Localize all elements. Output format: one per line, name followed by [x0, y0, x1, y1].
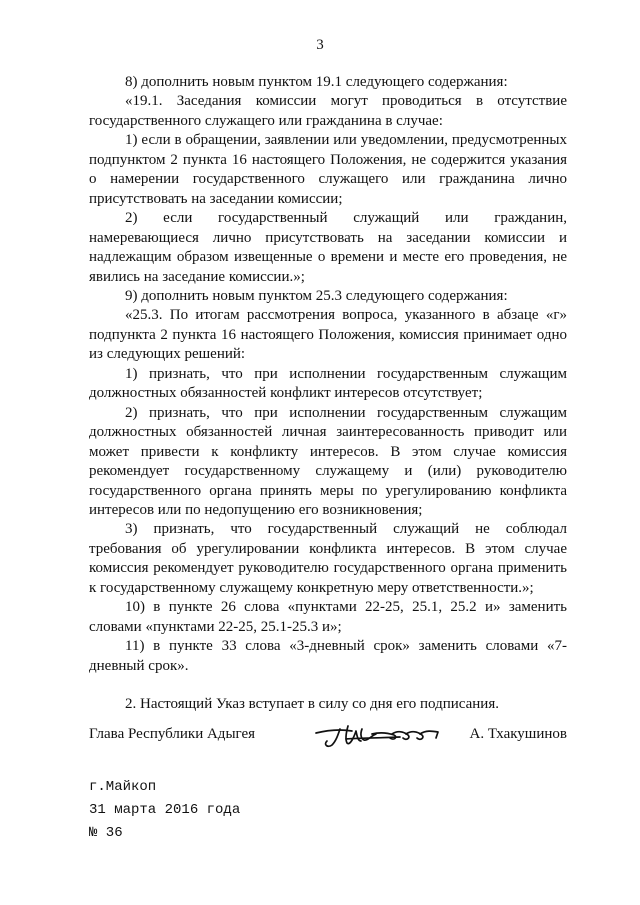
- clause-25-3-item-3: 3) признать, что государственный служащий не соблюдал требования об урегулировании конфликта интересов. В этом случае комиссия рекомендует руководителю государственного органа применить к государственному служащему конкретную меру ответственности.»;: [89, 521, 567, 596]
- final-clause: 2. Настоящий Указ вступает в силу со дня его подписания.: [125, 696, 499, 713]
- date: 31 марта 2016 года: [89, 802, 241, 818]
- clause-25-3: «25.3. По итогам рассмотрения вопроса, указанного в абзаце «г» подпункта 2 пункта 16 настоящего Положения, комиссия принимает одно из следующих решений:: [89, 307, 567, 363]
- handwritten-signature: [310, 719, 445, 749]
- clause-25-3-item-2: 2) признать, что при исполнении государственным служащим должностных обязанностей личная заинтересованность приводит или может привести к конфликту интересов. В этом случае комиссия рекомендует государственному служащему и (или) руководителю государственного органа принять меры по урегулированию конфликта интересов или по недопущению его возникновения;: [89, 404, 567, 518]
- amendment-item-11: 11) в пункте 33 слова «3-дневный срок» заменить словами «7-дневный срок».: [89, 638, 567, 674]
- document-body: [89, 73, 567, 715]
- amendment-item-10: 10) в пункте 26 слова «пунктами 22-25, 25.1, 25.2 и» заменить словами «пунктами 22-25, 25.1-25.3 и»;: [89, 599, 567, 635]
- document-number: № 36: [89, 825, 123, 841]
- place-date-stamp: [89, 776, 240, 845]
- signature-block: [89, 723, 567, 747]
- amendment-item-9: 9) дополнить новым пунктом 25.3 следующего содержания:: [125, 287, 508, 304]
- signatory-position: Глава Республики Адыгея: [89, 726, 256, 742]
- clause-25-3-item-1: 1) признать, что при исполнении государственным служащим должностных обязанностей конфликт интересов отсутствует;: [89, 365, 567, 402]
- amendment-item-8: 8) дополнить новым пунктом 19.1 следующего содержания:: [125, 74, 508, 90]
- clause-19-1-item-2: 2) если государственный служащий или гражданин, намеревающиеся лично присутствовать на заседании комиссии и надлежащим образом извещенные о времени и месте его проведения, не явились на заседание комиссии.»;: [89, 210, 567, 285]
- signatory-name: А. Тхакушинов: [469, 726, 567, 742]
- clause-19-1-item-1: 1) если в обращении, заявлении или уведомлении, предусмотренных подпунктом 2 пункта 16 настоящего Положения, не содержится указания о намерении государственного служащего или гражданина лично присутствовать на заседании комиссии;: [89, 132, 567, 207]
- place: г.Майкоп: [89, 779, 157, 795]
- clause-19-1: «19.1. Заседания комиссии могут проводиться в отсутствие государственного служащего или гражданина в случае:: [89, 93, 567, 129]
- page-number: 3: [316, 37, 324, 53]
